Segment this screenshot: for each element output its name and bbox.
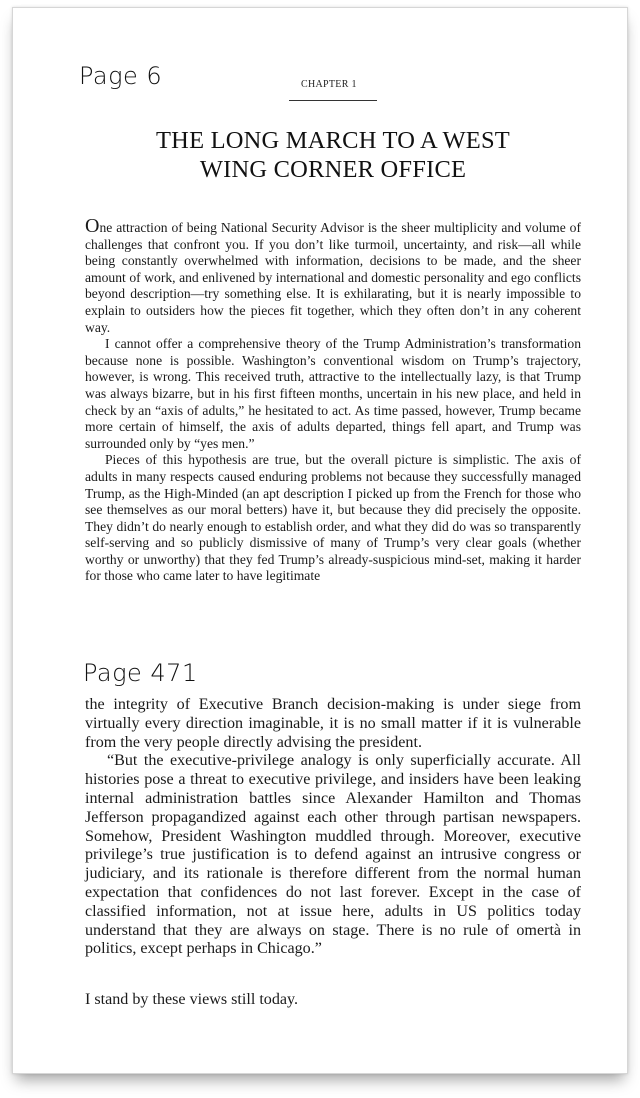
closing-line: I stand by these views still today. bbox=[85, 991, 299, 1008]
page-label-bottom: Page 471 bbox=[83, 659, 198, 687]
chapter-title bbox=[73, 126, 593, 184]
excerpt-page-471 bbox=[85, 696, 581, 959]
paragraph-1 bbox=[85, 215, 581, 336]
chapter-number: CHAPTER 1 bbox=[301, 79, 357, 90]
page-label-top: Page 6 bbox=[79, 62, 163, 90]
document-page bbox=[12, 7, 628, 1074]
chapter-divider bbox=[289, 100, 377, 101]
chapter-title-line-2: WING CORNER OFFICE bbox=[199, 156, 467, 183]
paragraph-4: the integrity of Executive Branch decision-making is under siege from virtually every direction imaginable, it is no small matter if it is vulnerable from the very people directly advising the president. bbox=[85, 696, 581, 751]
paragraph-3: Pieces of this hypothesis are true, but the overall picture is simplistic. The axis of adults in many respects caused enduring problems not because they successfully managed Trump, as the High-Minded (an apt description I picked up from the French for those who see themselves as our moral betters) have it, but because they did precisely the opposite. They didn’t do nearly enough to establish order, and what they did do was so transparently self-serving and so publicly dismissive of many of Trump’s very clear goals (whether worthy or unworthy) that they fed Trump’s already-suspicious mind-set, making it harder for those who came later to have legitimate bbox=[85, 452, 581, 584]
chapter-title-line-1: THE LONG MARCH TO A WEST bbox=[156, 127, 510, 154]
paragraph-2: I cannot offer a comprehensive theory of the Trump Administration’s transformation because none is possible. Washington’s conventional wisdom on Trump’s trajectory, however, is wrong. This received truth, attractive to the intellectually lazy, is that Trump was always bizarre, but in his first fifteen months, uncertain in his new place, and held in check by an “axis of adults,” he hesitated to act. As time passed, however, Trump became more certain of himself, the axis of adults departed, things fell apart, and Trump was surrounded only by “yes men.” bbox=[85, 336, 581, 451]
paragraph-5: “But the executive-privilege analogy is only superficially accurate. All histories pose a threat to executive privilege, and insiders have been leaking internal administration battles since Alexander Hamilton and Thomas Jefferson propagandized against each other through partisan newspapers. Somehow, President Washington muddled through. Moreover, executive privilege’s true justification is to defend against an intrusive congress or judiciary, and its rationale is therefore different from the normal human expectation that confidences do not last forever. Except in the case of classified information, not at issue here, adults in US politics today understand that they are always on stage. There is no rule of omertà in politics, except perhaps in Chicago.” bbox=[85, 752, 581, 958]
excerpt-page-6 bbox=[85, 215, 581, 585]
paragraph-1-text: ne attraction of being National Security Advisor is the sheer multiplicity and volume of challenges that confront you. If you don’t like turmoil, uncertainty, and risk—all while being constantly overwhelmed with information, decisions to be made, and the sheer amount of work, and enlivened by international and domestic personality and ego conflicts beyond description—try something else. It is exhilarating, but it is nearly impossible to explain to outsiders how the pieces fit together, which they often don’t in any coherent way. bbox=[85, 220, 581, 335]
drop-cap: O bbox=[85, 215, 100, 237]
